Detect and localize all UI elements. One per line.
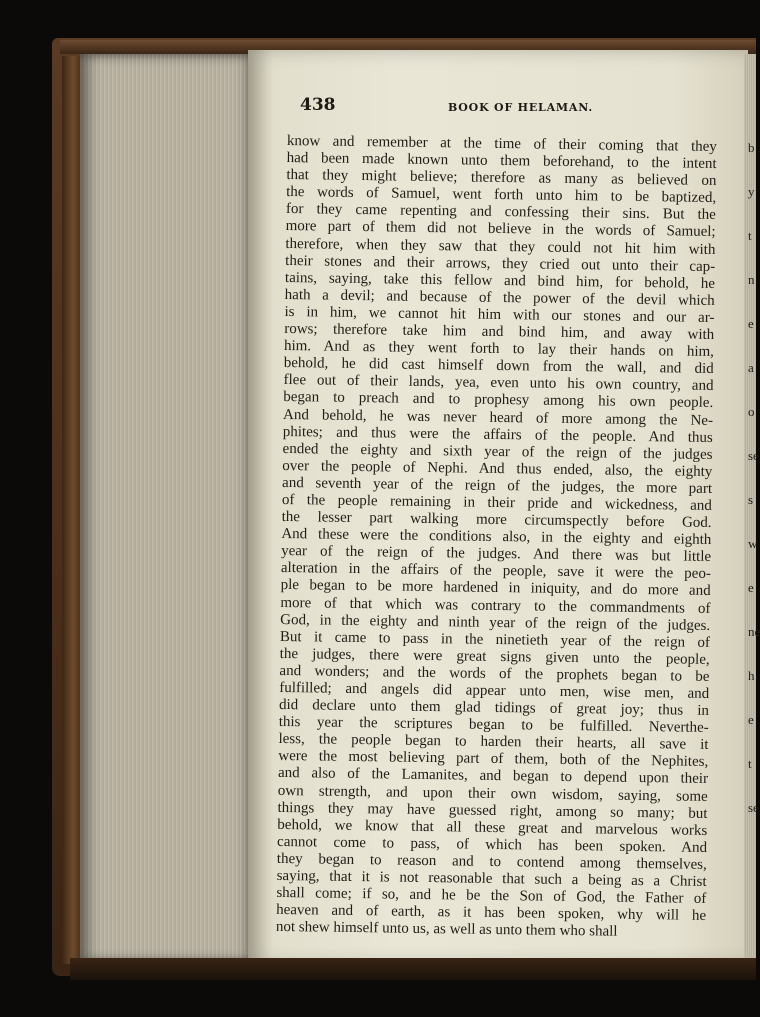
text-line: not shew himself unto us, as well as unto them who shall <box>275 919 618 941</box>
facing-fragment: e <box>748 580 754 595</box>
text-line: their stones and their arrows, they cried out unto their cap- <box>285 252 716 275</box>
text-line: were the most believing part of them, both of the Nephites, <box>278 748 709 771</box>
page-text <box>276 133 717 942</box>
facing-page-fragments <box>748 140 760 840</box>
text-line: And behold, he was never heard of more among the Ne- <box>282 406 714 429</box>
text-line: year of the reign of the judges. And there was but little <box>281 543 712 566</box>
running-head: BOOK OF HELAMAN. <box>448 101 594 114</box>
text-line: and seventh year of the reign of the judges, the more part <box>282 474 713 497</box>
facing-fragment: h <box>748 668 755 683</box>
facing-fragment: e <box>748 712 754 727</box>
text-line: saying, that it is not reasonable that such a being as a Christ <box>276 867 707 890</box>
page-header <box>300 95 730 119</box>
facing-fragment: b <box>748 140 755 155</box>
text-line: cannot come to pass, of which has been spoken. And <box>276 833 708 856</box>
text-line: But it came to pass in the ninetieth year of the reign of <box>279 628 711 651</box>
text-line: flee out of their lands, yea, even unto his own country, and <box>283 372 714 395</box>
facing-fragment: s <box>748 492 754 507</box>
text-line: less, the people began to harden their hearts, all save it <box>278 731 709 754</box>
page-block-left <box>80 54 252 962</box>
text-line: things they may have guessed right, among so many; but <box>277 799 708 822</box>
text-line: the words of Samuel, went forth unto him to be baptized, <box>286 184 717 207</box>
facing-fragment: a <box>748 360 754 375</box>
text-line: that they might believe; therefore as many as believed on <box>286 167 717 190</box>
text-line: alteration in the affairs of the people, save it were the peo- <box>280 560 711 583</box>
text-line: over the people of Nephi. And thus ended, also, the eighty <box>282 457 713 480</box>
text-line: and also of the Lamanites, and began to depend upon their <box>277 765 709 788</box>
facing-fragment: n <box>748 272 755 287</box>
facing-fragment: t <box>748 756 752 771</box>
text-line: of the people remaining in their pride and wickedness, and <box>281 491 712 514</box>
text-line: own strength, and upon their own wisdom, saying, some <box>277 782 708 805</box>
cover-bottom-edge <box>70 958 756 980</box>
text-line: for they came repenting and confessing their sins. But the <box>285 201 717 224</box>
text-line: ple began to be more hardened in iniquity, and do more and <box>280 577 711 600</box>
facing-fragment: se <box>748 448 759 463</box>
text-line: behold, he did cast himself down from the wall, and did <box>283 355 714 378</box>
facing-fragment: o <box>748 404 755 419</box>
text-line: more of that which was contrary to the commandments of <box>280 594 711 617</box>
facing-fragment: y <box>748 184 755 199</box>
text-line: tains, saying, take this fellow and bind him, for behold, he <box>284 269 716 292</box>
text-line: ended the eighty and sixth year of the reign of the judges <box>282 440 713 463</box>
text-line: hath a devil; and because of the power of the devil which <box>284 286 715 309</box>
text-line: fulfilled; and angels did appear unto men, wise men, and <box>279 679 710 702</box>
facing-fragment: ne <box>748 624 760 639</box>
text-line: this year the scriptures began to be fulfilled. Neverthe- <box>278 714 709 737</box>
text-line: the judges, there were great signs given unto the people, <box>279 645 710 668</box>
text-line: more part of them did not believe in the words of Samuel; <box>285 218 716 241</box>
text-line: him. And as they went forth to lay their hands on him, <box>283 338 715 361</box>
text-line: behold, we know that all these great and marvelous works <box>277 816 708 839</box>
facing-fragment: se <box>748 800 759 815</box>
text-line: heaven and of earth, as it has been spoken, why will he <box>276 902 707 925</box>
facing-fragment: t <box>748 228 752 243</box>
text-line: therefore, when they saw that they could not hit him with <box>285 235 716 258</box>
text-line: shall come; if so, and he be the Son of God, the Father of <box>276 885 707 908</box>
text-line: they began to reason and to contend among themselves, <box>276 850 707 873</box>
facing-fragment: w <box>748 536 758 551</box>
text-line: had been made known unto them beforehand, to the intent <box>286 150 717 173</box>
text-line: God, in the eighty and ninth year of the reign of the judges. <box>280 611 711 634</box>
text-line: know and remember at the time of their coming that they <box>286 133 717 156</box>
text-line: and wonders; and the words of the prophets began to be <box>279 662 710 685</box>
text-line: phites; and thus were the affairs of the people. And thus <box>282 423 713 446</box>
text-line: did declare unto them glad tidings of great joy; thus in <box>278 697 710 720</box>
page-number: 438 <box>300 95 336 115</box>
text-line: the lesser part walking more circumspectly before God. <box>281 509 712 532</box>
text-line: rows; therefore take him and bind him, and away with <box>284 321 715 344</box>
facing-fragment: e <box>748 316 754 331</box>
text-line: is in him, we cannot hit him with our stones and our ar- <box>284 303 715 326</box>
text-line: began to preach and to prophesy among his own people. <box>283 389 714 412</box>
text-line: And these were the conditions also, in the eighty and eighth <box>281 526 712 549</box>
